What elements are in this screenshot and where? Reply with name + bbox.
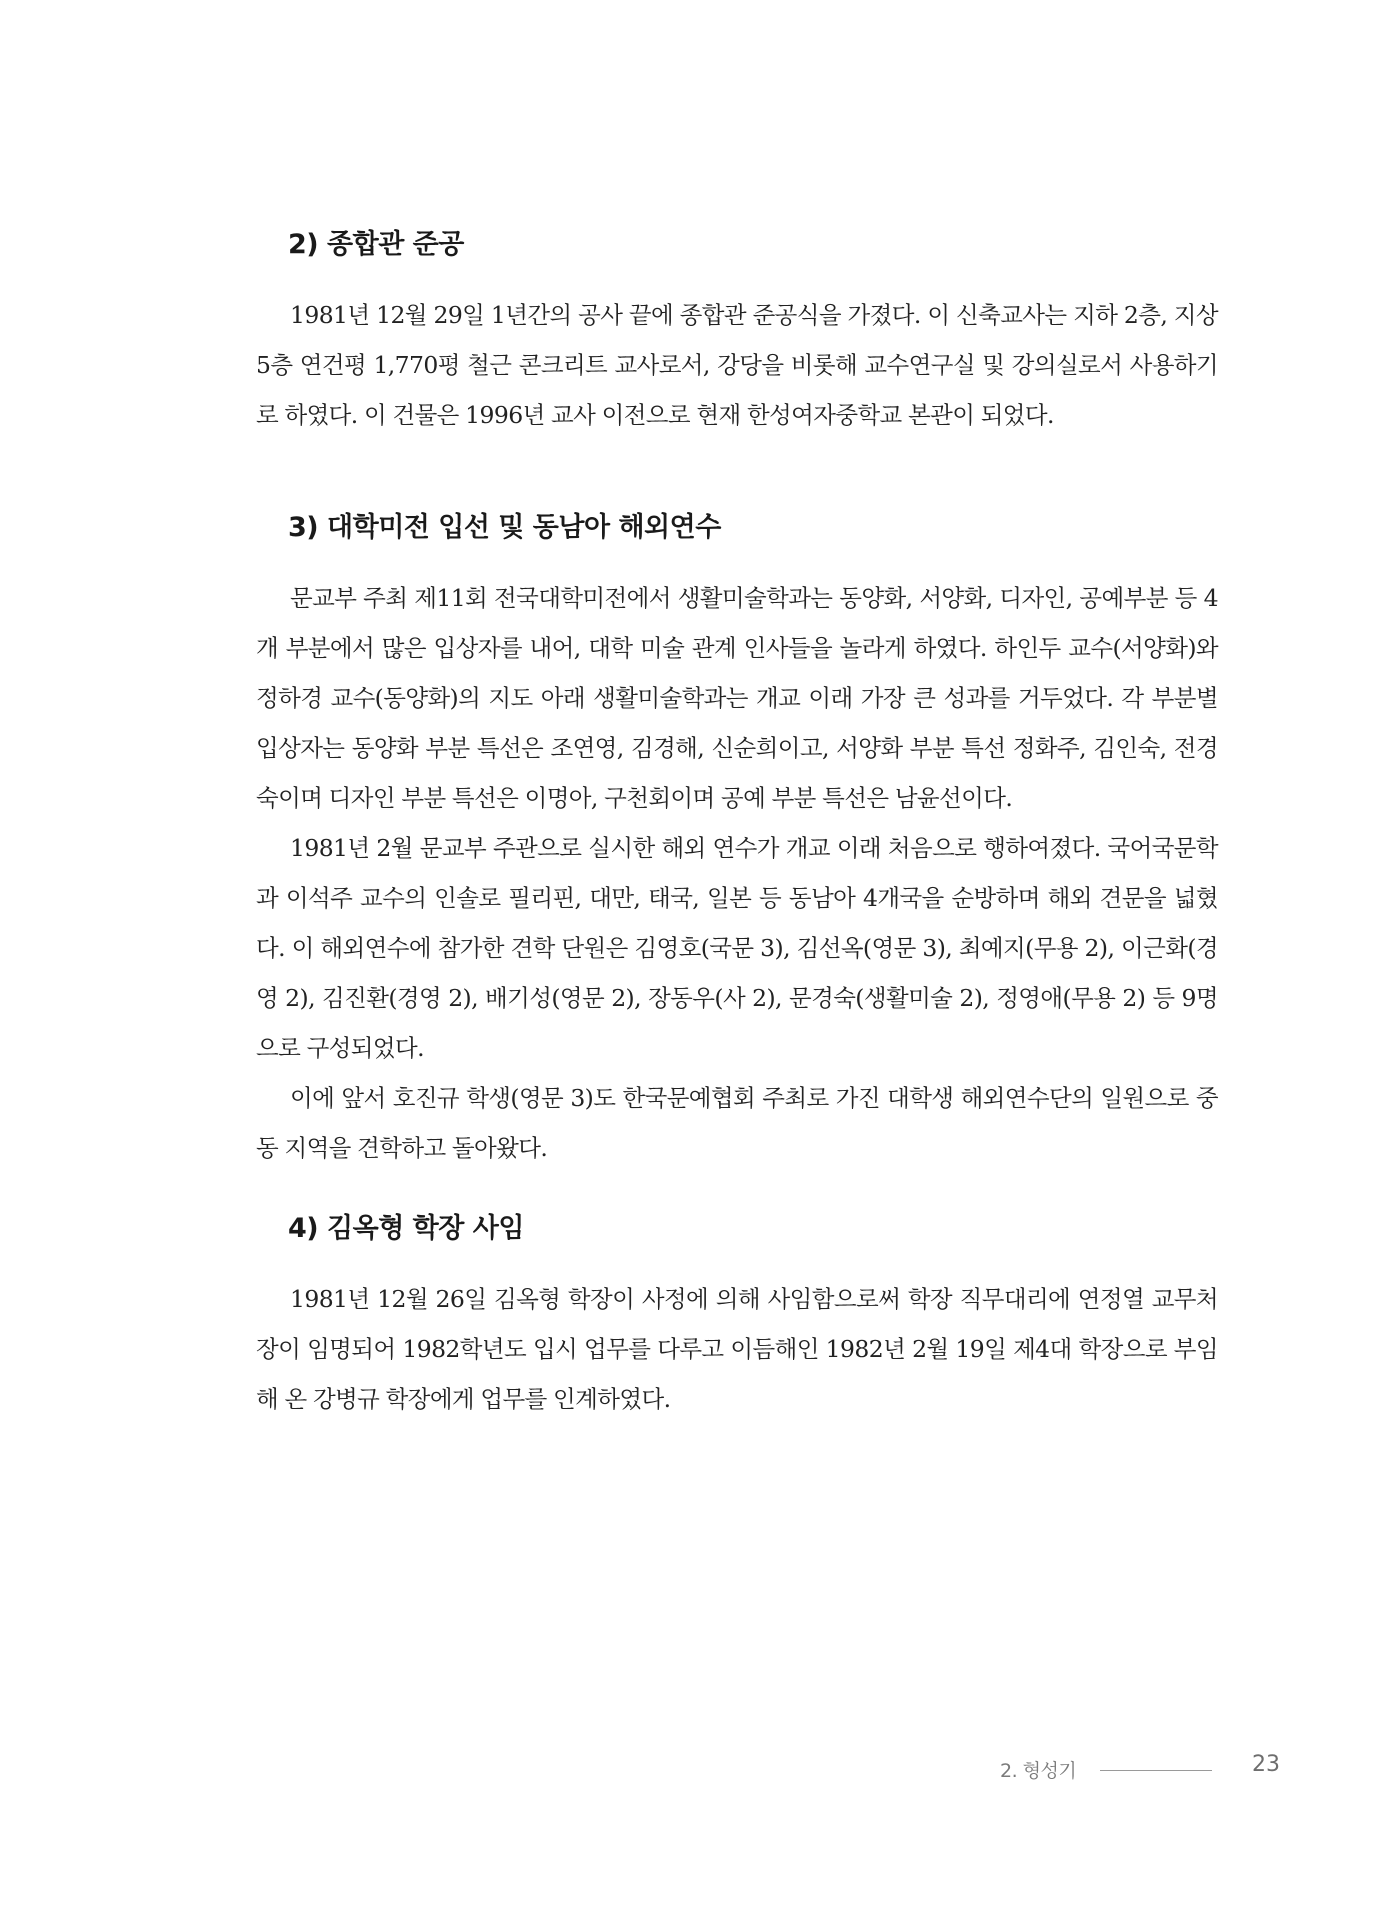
page-number: 23 xyxy=(1252,1752,1280,1777)
body-paragraph: 1981년 12월 29일 1년간의 공사 끝에 종합관 준공식을 가졌다. 이 신축교사는 지하 2층, 지상 5층 연건평 1,770평 철근 콘크리트 교사로서, 강당을 비롯해 교수연구실 및 강의실로서 사용하기로 하였다. 이 건물은 1996년 교사 이전으로 현재 한성여자중학교 본관이 되었다. xyxy=(256,301,1218,429)
section-art-exhibition-and-overseas-training xyxy=(256,511,1218,1173)
section-body xyxy=(256,1274,1218,1424)
footer-chapter-title: 2. 형성기 xyxy=(1000,1760,1077,1782)
body-paragraph: 이에 앞서 호진규 학생(영문 3)도 한국문예협회 주최로 가진 대학생 해외연수단의 일원으로 중동 지역을 견학하고 돌아왔다. xyxy=(256,1084,1218,1162)
footer-divider xyxy=(1100,1770,1212,1771)
section-body xyxy=(256,573,1218,1173)
body-paragraph: 1981년 12월 26일 김옥형 학장이 사정에 의해 사임함으로써 학장 직무대리에 연정열 교무처장이 임명되어 1982학년도 입시 업무를 다루고 이듬해인 1982년 2월 19일 제4대 학장으로 부임해 온 강병규 학장에게 업무를 인계하였다. xyxy=(256,1285,1218,1413)
section-heading: 4) 김옥형 학장 사임 xyxy=(288,1213,524,1244)
section-heading: 2) 종합관 준공 xyxy=(288,229,464,260)
section-body xyxy=(256,290,1218,440)
body-paragraph: 1981년 2월 문교부 주관으로 실시한 해외 연수가 개교 이래 처음으로 행하여졌다. 국어국문학과 이석주 교수의 인솔로 필리핀, 대만, 태국, 일본 등 동남아 4개국을 순방하며 해외 견문을 넓혔다. 이 해외연수에 참가한 견학 단원은 김영호(국문 3), 김선옥(영문 3), 최예지(무용 2), 이근화(경영 2), 김진환(경영 2), 배기성(영문 2), 장동우(사 2), 문경숙(생활미술 2), 정영애(무용 2) 등 9명으로 구성되었다. xyxy=(256,834,1218,1062)
body-paragraph: 문교부 주최 제11회 전국대학미전에서 생활미술학과는 동양화, 서양화, 디자인, 공예부분 등 4개 부분에서 많은 입상자를 내어, 대학 미술 관계 인사들을 놀라게 하였다. 하인두 교수(서양화)와 정하경 교수(동양화)의 지도 아래 생활미술학과는 개교 이래 가장 큰 성과를 거두었다. 각 부분별 입상자는 동양화 부분 특선은 조연영, 김경해, 신순희이고, 서양화 부분 특선 정화주, 김인숙, 전경숙이며 디자인 부분 특선은 이명아, 구천회이며 공예 부분 특선은 남윤선이다. xyxy=(256,584,1218,812)
page-footer xyxy=(1000,1752,1300,1792)
section-heading: 3) 대학미전 입선 및 동남아 해외연수 xyxy=(288,512,721,543)
section-completion-of-general-hall xyxy=(256,228,1218,440)
section-president-resignation xyxy=(256,1212,1218,1424)
